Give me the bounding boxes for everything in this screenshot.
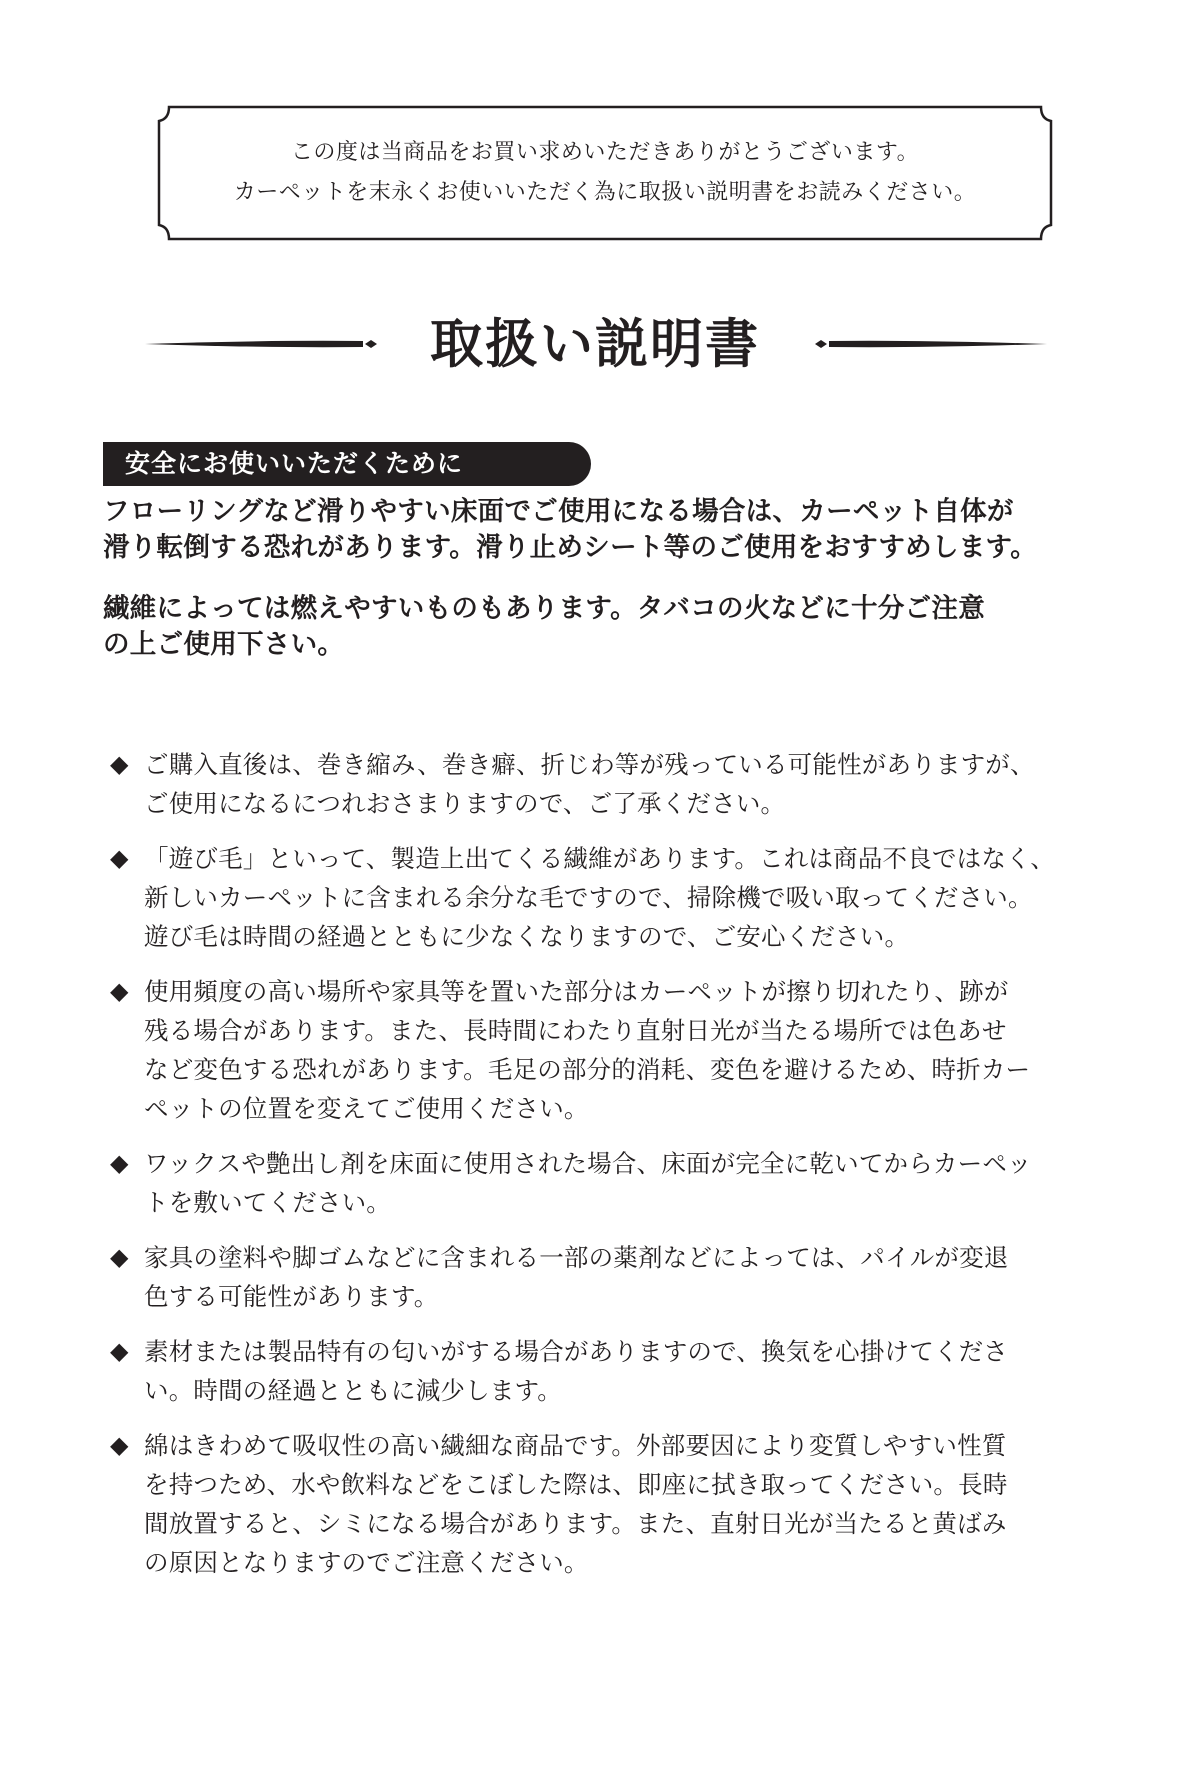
intro-line: カーペットを末永くお使いいただく為に取扱い説明書をお読みください。 [233,180,977,205]
note-line: 素材または製品特有の匂いがする場合がありますので、換気を心掛けてくださ [144,1337,1009,1366]
note-item [110,1238,1070,1316]
note-line: ワックスや艶出し剤を床面に使用された場合、床面が完全に乾いてからカーペッ [144,1149,1032,1178]
note-line: など変色する恐れがあります。毛足の部分的消耗、変色を避けるため、時折カー [144,1055,1031,1084]
intro-box [155,103,1055,243]
safety-line: 滑り転倒する恐れがあります。滑り止めシート等のご使用をおすすめします。 [103,532,1038,563]
bullet-diamond-icon: ◆ [110,1431,129,1459]
bullet-diamond-icon: ◆ [110,750,129,778]
note-item [110,1332,1070,1410]
note-line: ご購入直後は、巻き縮み、巻き癖、折じわ等が残っている可能性がありますが、 [144,750,1035,779]
note-line: を持つため、水や飲料などをこぼした際は、即座に拭き取ってください。長時 [144,1470,1008,1499]
note-item [110,839,1070,956]
note-line: 色する可能性があります。 [144,1282,439,1311]
note-line: トを敷いてください。 [144,1188,391,1217]
bullet-diamond-icon: ◆ [110,1337,129,1365]
notes-list [110,745,1070,1582]
note-line: 家具の塗料や脚ゴムなどに含まれる一部の薬剤などによっては、パイルが変退 [144,1243,1009,1272]
note-item [110,1144,1070,1222]
safety-paragraph [103,591,1103,663]
bullet-diamond-icon: ◆ [110,1243,129,1271]
bullet-diamond-icon: ◆ [110,977,129,1005]
note-item [110,745,1070,823]
bullet-diamond-icon: ◆ [110,1149,129,1177]
title-rule-right [807,326,1047,362]
note-line: 「遊び毛」といって、製造上出てくる繊維があります。これは商品不良ではなく、 [144,844,1055,873]
note-line: 残る場合があります。また、長時間にわたり直射日光が当たる場所では色あせ [144,1016,1007,1045]
note-line: ご使用になるにつれおさまりますので、ご了承ください。 [144,789,786,818]
note-line: 遊び毛は時間の経過とともに少なくなりますので、ご安心ください。 [144,922,910,951]
page-title: 取扱い説明書 [430,314,760,375]
note-line: 綿はきわめて吸収性の高い繊細な商品です。外部要因により変質しやすい性質 [144,1431,1007,1460]
note-line: の原因となりますのでご注意ください。 [144,1548,589,1577]
note-item [110,1426,1070,1582]
note-line: 間放置すると、シミになる場合があります。また、直射日光が当たると黄ばみ [144,1509,1007,1538]
safety-line: の上ご使用下さい。 [103,629,345,660]
safety-line: フローリングなど滑りやすい床面でご使用になる場合は、カーペット自体が [103,496,1014,527]
note-line: 使用頻度の高い場所や家具等を置いた部分はカーペットが擦り切れたり、跡が [144,977,1009,1006]
note-item [110,972,1070,1128]
safety-heading: 安全にお使いいただくために [103,442,591,486]
note-line: い。時間の経過とともに減少します。 [144,1376,562,1405]
intro-line: この度は当商品をお買い求めいただきありがとうございます。 [290,140,920,165]
title-rule-left [145,326,385,362]
safety-paragraph [103,494,1103,566]
note-line: ペットの位置を変えてご使用ください。 [144,1094,589,1123]
bullet-diamond-icon: ◆ [110,844,129,872]
note-line: 新しいカーペットに含まれる余分な毛ですので、掃除機で吸い取ってください。 [144,883,1033,912]
safety-line: 繊維によっては燃えやすいものもあります。タバコの火などに十分ご注意 [103,593,986,624]
